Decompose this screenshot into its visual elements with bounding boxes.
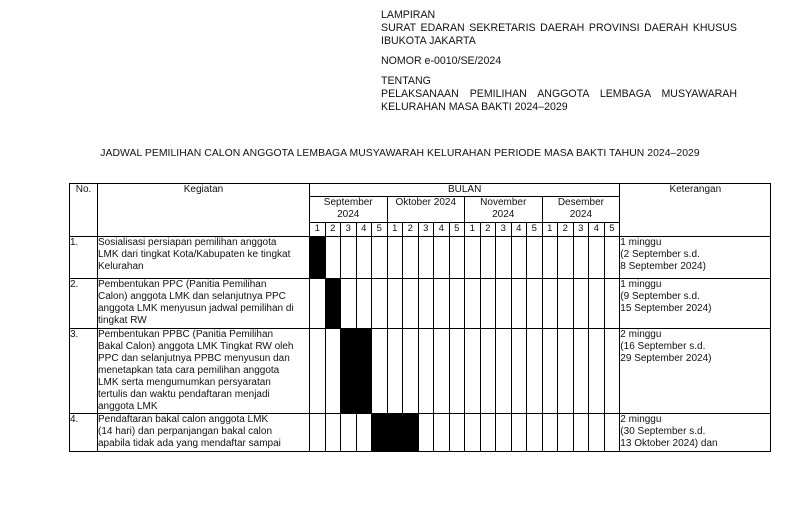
week-number: 2 <box>558 223 574 237</box>
month-header <box>387 197 465 223</box>
week-number: 3 <box>418 223 434 237</box>
schedule-cell <box>604 329 620 414</box>
schedule-cell <box>558 414 574 452</box>
week-number: 4 <box>356 223 372 237</box>
schedule-cell <box>325 414 341 452</box>
keterangan-text: 1 minggu <box>620 237 662 248</box>
schedule-cell <box>372 279 388 329</box>
activity-text: LMK serta mengumumkan persyaratan <box>98 377 271 388</box>
activity-text: Calon) anggota LMK dan selanjutnya PPC <box>98 291 286 302</box>
activity-cell <box>98 329 310 414</box>
schedule-cell <box>356 414 372 452</box>
schedule-cell <box>403 279 419 329</box>
activity-text: menetapkan tata cara pemilihan anggota <box>98 365 280 376</box>
keterangan-text: 2 minggu <box>620 414 662 425</box>
month-year: 2024 <box>569 209 593 220</box>
schedule-cell <box>511 279 527 329</box>
table-row <box>70 237 771 279</box>
month-header <box>542 197 620 223</box>
schedule-cell <box>589 329 605 414</box>
activity-text: Kelurahan <box>98 261 144 272</box>
week-number: 3 <box>341 223 357 237</box>
schedule-cell <box>573 279 589 329</box>
keterangan-text: (30 September s.d. <box>620 426 706 437</box>
month-label: Desember <box>557 197 604 208</box>
schedule-cell <box>465 279 481 329</box>
schedule-cell <box>558 329 574 414</box>
activity-text: tertulis dan waktu pendaftaran menjadi <box>98 389 270 400</box>
activity-text: Pendaftaran bakal calon anggota LMK <box>98 414 269 425</box>
schedule-cell <box>449 329 465 414</box>
schedule-table <box>69 183 771 452</box>
schedule-cell <box>372 237 388 279</box>
schedule-cell <box>542 237 558 279</box>
schedule-cell <box>434 329 450 414</box>
month-label: November <box>480 197 527 208</box>
schedule-cell <box>449 237 465 279</box>
schedule-cell <box>542 279 558 329</box>
week-number: 5 <box>527 223 543 237</box>
schedule-cell <box>589 279 605 329</box>
column-header-bulan: BULAN <box>310 184 620 197</box>
week-number: 4 <box>589 223 605 237</box>
week-number: 3 <box>573 223 589 237</box>
week-number: 5 <box>372 223 388 237</box>
table-row <box>70 414 771 452</box>
perihal-line2: KELURAHAN MASA BAKTI 2024–2029 <box>381 101 568 113</box>
schedule-cell <box>480 279 496 329</box>
column-header-no: No. <box>70 184 98 237</box>
schedule-cell <box>372 329 388 414</box>
activity-text: apabila tidak ada yang mendaftar sampai <box>98 438 281 449</box>
tentang-label: TENTANG <box>381 75 431 87</box>
week-number: 1 <box>465 223 481 237</box>
schedule-cell <box>310 279 326 329</box>
month-header <box>310 197 388 223</box>
nomor-surat: NOMOR e-0010/SE/2024 <box>381 55 502 67</box>
column-header-kegiatan: Kegiatan <box>98 184 310 237</box>
schedule-cell <box>589 414 605 452</box>
schedule-bar-cell <box>341 329 357 414</box>
schedule-cell <box>418 329 434 414</box>
week-number: 1 <box>387 223 403 237</box>
schedule-cell <box>527 329 543 414</box>
schedule-cell <box>449 279 465 329</box>
schedule-cell <box>310 329 326 414</box>
activity-text: (14 hari) dan perpanjangan bakal calon <box>98 426 273 437</box>
schedule-cell <box>325 237 341 279</box>
keterangan-text: 29 September 2024) <box>620 353 712 364</box>
schedule-cell <box>604 414 620 452</box>
schedule-bar-cell <box>372 414 388 452</box>
schedule-cell <box>325 329 341 414</box>
schedule-cell <box>511 237 527 279</box>
schedule-cell <box>496 279 512 329</box>
schedule-cell <box>480 414 496 452</box>
schedule-cell <box>527 414 543 452</box>
schedule-cell <box>573 329 589 414</box>
perihal-line1: PELAKSANAAN PEMILIHAN ANGGOTA LEMBAGA MUSYAWARAH <box>381 88 737 100</box>
schedule-cell <box>558 237 574 279</box>
month-label: Oktober 2024 <box>395 197 457 208</box>
schedule-cell <box>387 329 403 414</box>
lampiran-label: LAMPIRAN <box>381 9 436 21</box>
activity-text: anggota LMK <box>98 401 158 412</box>
activity-text: tingkat RW <box>98 315 147 326</box>
month-label: September <box>323 197 373 208</box>
schedule-cell <box>511 414 527 452</box>
schedule-cell <box>434 414 450 452</box>
week-number: 2 <box>403 223 419 237</box>
week-number: 2 <box>325 223 341 237</box>
schedule-cell <box>356 279 372 329</box>
week-number: 4 <box>511 223 527 237</box>
surat-edaran-line1: SURAT EDARAN SEKRETARIS DAERAH PROVINSI DAERAH KHUSUS <box>381 22 737 34</box>
activity-text: Pembentukan PPBC (Panitia Pemilihan <box>98 329 274 340</box>
activity-cell <box>98 237 310 279</box>
schedule-cell <box>496 414 512 452</box>
schedule-cell <box>403 237 419 279</box>
row-number: 2. <box>70 279 98 329</box>
keterangan-text: 2 minggu <box>620 329 662 340</box>
schedule-cell <box>573 414 589 452</box>
activity-text: Pembentukan PPC (Panitia Pemilihan <box>98 279 267 290</box>
table-body <box>70 237 771 452</box>
schedule-cell <box>418 414 434 452</box>
schedule-bar-cell <box>387 414 403 452</box>
row-number: 1. <box>70 237 98 279</box>
schedule-bar-cell <box>325 279 341 329</box>
schedule-cell <box>465 329 481 414</box>
schedule-cell <box>310 414 326 452</box>
table-row <box>70 329 771 414</box>
schedule-cell <box>449 414 465 452</box>
schedule-cell <box>480 237 496 279</box>
keterangan-text: 1 minggu <box>620 279 662 290</box>
activity-text: Bakal Calon) anggota LMK Tingkat RW oleh <box>98 341 294 352</box>
schedule-cell <box>542 414 558 452</box>
keterangan-text: 15 September 2024) <box>620 303 712 314</box>
activity-cell <box>98 414 310 452</box>
schedule-cell <box>589 237 605 279</box>
week-number: 5 <box>449 223 465 237</box>
row-number: 4. <box>70 414 98 452</box>
week-number: 2 <box>480 223 496 237</box>
keterangan-text: (2 September s.d. <box>620 249 700 260</box>
month-year: 2024 <box>492 209 515 220</box>
schedule-cell <box>465 414 481 452</box>
schedule-cell <box>604 237 620 279</box>
surat-edaran-line2: IBUKOTA JAKARTA <box>381 35 476 47</box>
schedule-cell <box>356 237 372 279</box>
activity-text: LMK dari tingkat Kota/Kabupaten ke tingkat <box>98 249 291 260</box>
activity-text: anggota LMK menyusun jadwal pemilihan di <box>98 303 294 314</box>
schedule-cell <box>527 279 543 329</box>
schedule-cell <box>418 279 434 329</box>
schedule-cell <box>341 414 357 452</box>
keterangan-cell <box>620 237 771 279</box>
schedule-bar-cell <box>403 414 419 452</box>
month-year: 2024 <box>337 209 360 220</box>
schedule-cell <box>341 279 357 329</box>
activity-text: Sosialisasi persiapan pemilihan anggota <box>98 237 277 248</box>
schedule-cell <box>418 237 434 279</box>
schedule-cell <box>527 237 543 279</box>
keterangan-text: (9 September s.d. <box>620 291 700 302</box>
keterangan-cell <box>620 329 771 414</box>
month-header <box>465 197 543 223</box>
week-number: 1 <box>542 223 558 237</box>
keterangan-text: 13 Oktober 2024) dan <box>620 438 718 449</box>
lampiran-header <box>381 9 737 114</box>
schedule-cell <box>573 237 589 279</box>
schedule-bar-cell <box>356 329 372 414</box>
keterangan-cell <box>620 279 771 329</box>
schedule-cell <box>465 237 481 279</box>
schedule-cell <box>341 237 357 279</box>
table-header <box>70 184 771 237</box>
schedule-cell <box>387 237 403 279</box>
activity-cell <box>98 279 310 329</box>
document-title: JADWAL PEMILIHAN CALON ANGGOTA LEMBAGA MUSYAWARAH KELURAHAN PERIODE MASA BAKTI TAHUN 2024–2029 <box>100 148 700 159</box>
schedule-cell <box>387 279 403 329</box>
schedule-cell <box>403 329 419 414</box>
schedule-bar-cell <box>310 237 326 279</box>
schedule-cell <box>496 237 512 279</box>
week-number: 3 <box>496 223 512 237</box>
schedule-cell <box>542 329 558 414</box>
week-number: 5 <box>604 223 620 237</box>
keterangan-cell <box>620 414 771 452</box>
keterangan-text: 8 September 2024) <box>620 261 706 272</box>
row-number: 3. <box>70 329 98 414</box>
schedule-cell <box>480 329 496 414</box>
schedule-cell <box>434 237 450 279</box>
activity-text: PPC dan selanjutnya PPBC menyusun dan <box>98 353 290 364</box>
table-row <box>70 279 771 329</box>
week-number: 4 <box>434 223 450 237</box>
schedule-cell <box>496 329 512 414</box>
schedule-cell <box>558 279 574 329</box>
keterangan-text: (16 September s.d. <box>620 341 706 352</box>
schedule-cell <box>434 279 450 329</box>
column-header-keterangan: Keterangan <box>620 184 771 237</box>
schedule-cell <box>604 279 620 329</box>
week-number: 1 <box>310 223 326 237</box>
schedule-cell <box>511 329 527 414</box>
